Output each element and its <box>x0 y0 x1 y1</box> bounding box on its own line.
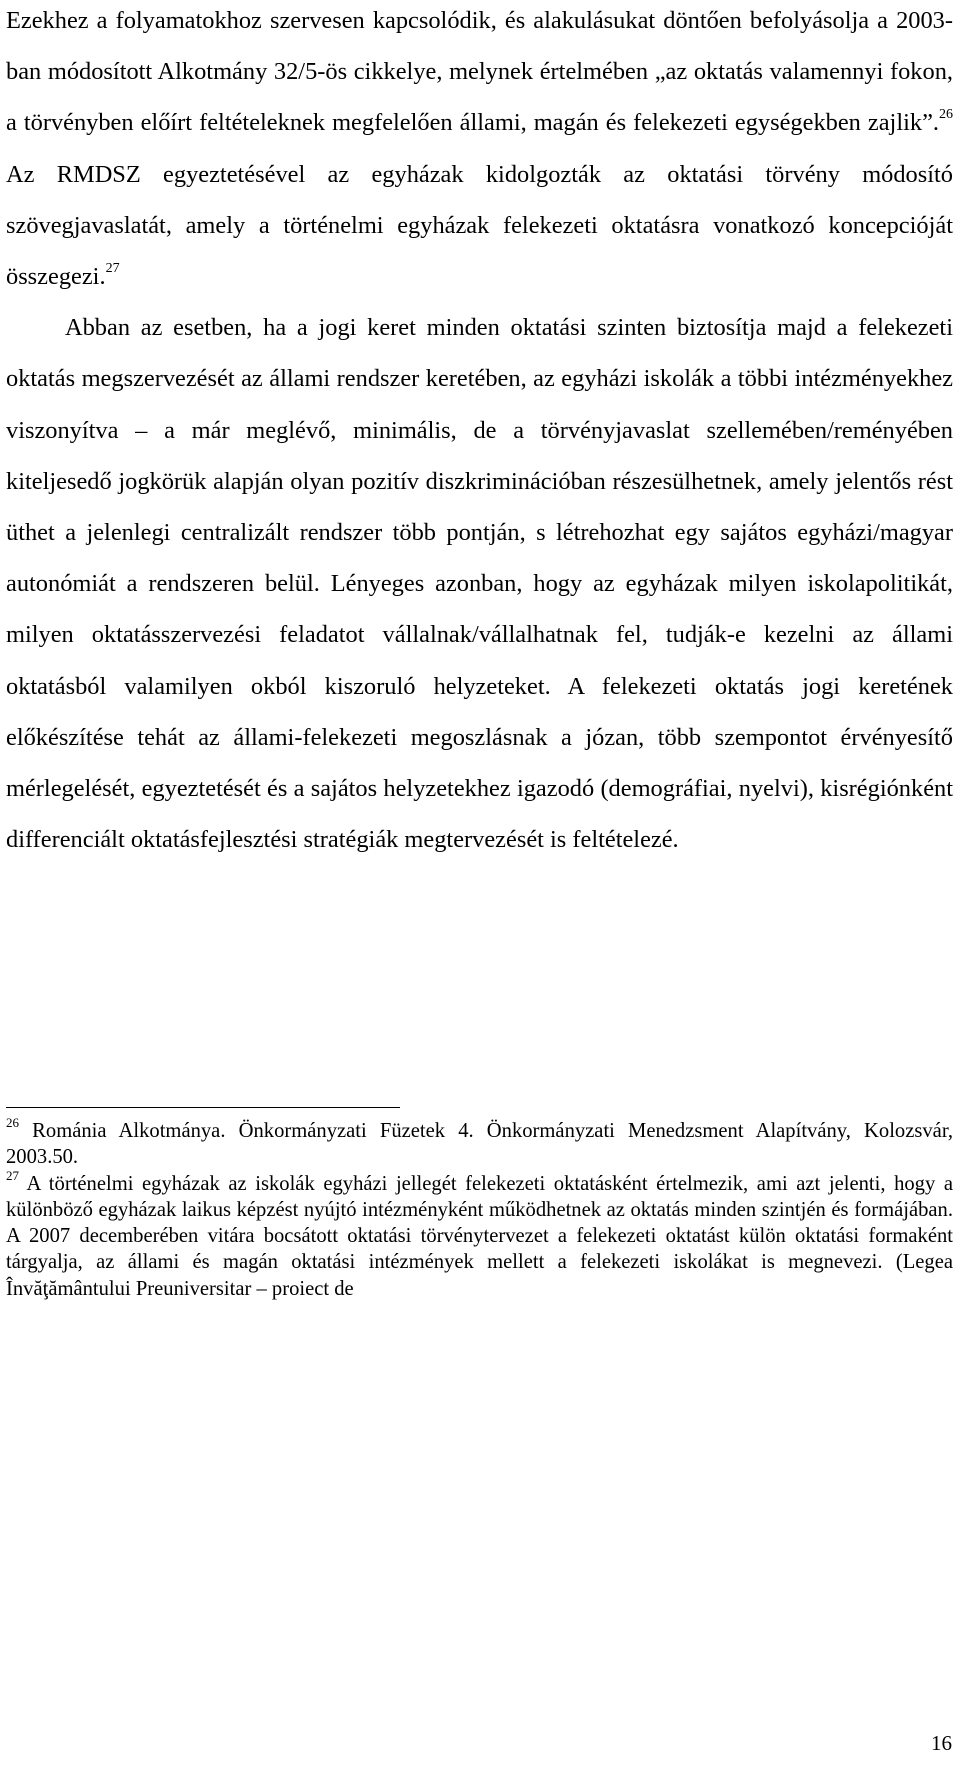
footnote-text: Románia Alkotmánya. Önkormányzati Füzetek 4. Önkormányzati Menedzsment Alapítvány, Kolozsvár, 2003.50. <box>6 1120 953 1169</box>
page-number: 16 <box>931 1731 952 1755</box>
footnote-ref-27[interactable]: 27 <box>105 260 120 276</box>
footnote-number: 26 <box>6 1115 19 1131</box>
footnote-27 <box>6 1167 954 1302</box>
paragraph-1-text-2: Az RMDSZ egyeztetésével az egyházak kidolgozták az oktatási törvény módosító szövegjavaslatát, amely a történelmi egyházak felekezeti oktatásra vonatkozó koncepcióját összegezi. <box>6 160 953 291</box>
main-text <box>6 0 953 865</box>
footnotes <box>6 1115 954 1302</box>
footnote-26 <box>6 1115 953 1171</box>
paragraph-1 <box>6 0 953 302</box>
footnote-text: A történelmi egyházak az iskolák egyházi jellegét felekezeti oktatásként értelmezik, ami azt jelenti, hogy a különböző egyházak laikus képzést nyújtó intézményként működhetnek az oktatás minden szintjén és formájában. A 2007 decemberében vitára bocsátott oktatási törvénytervezet a felekezeti oktatást külön oktatási formaként tárgyalja, az állami és magán oktatási intézmények mellett a felekezeti iskolákat is megnevezi. (Legea Învăţământului Preuniversitar – proiect de <box>6 1172 954 1300</box>
footnote-ref-26[interactable]: 26 <box>939 107 953 123</box>
footnote-number: 27 <box>6 1167 19 1183</box>
paragraph-1-text: Ezekhez a folyamatokhoz szervesen kapcsolódik, és alakulásukat döntően befolyásolja a 2003-ban módosított Alkotmány 32/5-ös cikkelye, melynek értelmében „az oktatás valamennyi fokon, a törvényben előírt feltételeknek megfelelően állami, magán és felekezeti egységekben zajlik”. <box>6 7 953 137</box>
footnote-separator <box>6 1107 400 1108</box>
paragraph-2: Abban az esetben, ha a jogi keret minden oktatási szinten biztosítja majd a felekezeti oktatás megszervezését az állami rendszer keretében, az egyházi iskolák a többi intézményekhez viszonyítva – a már meglévő, minimális, de a törvényjavaslat szellemében/reményében kiteljesedő jogkörük alapján olyan pozitív diszkriminációban részesülhetnek, amely jelentős rést üthet a jelenlegi centralizált rendszer több pontján, s létrehozhat egy sajátos egyházi/magyar autonómiát a rendszeren belül. Lényeges azonban, hogy az egyházak milyen iskolapolitikát, milyen oktatásszervezési feladatot vállalnak/vállalhatnak fel, tudják-e kezelni az állami oktatásból valamilyen okból kiszoruló helyzeteket. A felekezeti oktatás jogi keretének előkészítése tehát az állami-felekezeti megoszlásnak a józan, több szempontot érvényesítő mérlegelését, egyeztetését és a sajátos helyzetekhez igazodó (demográfiai, nyelvi), kisrégiónként differenciált oktatásfejlesztési stratégiák megtervezését is feltételezé. <box>6 314 953 854</box>
